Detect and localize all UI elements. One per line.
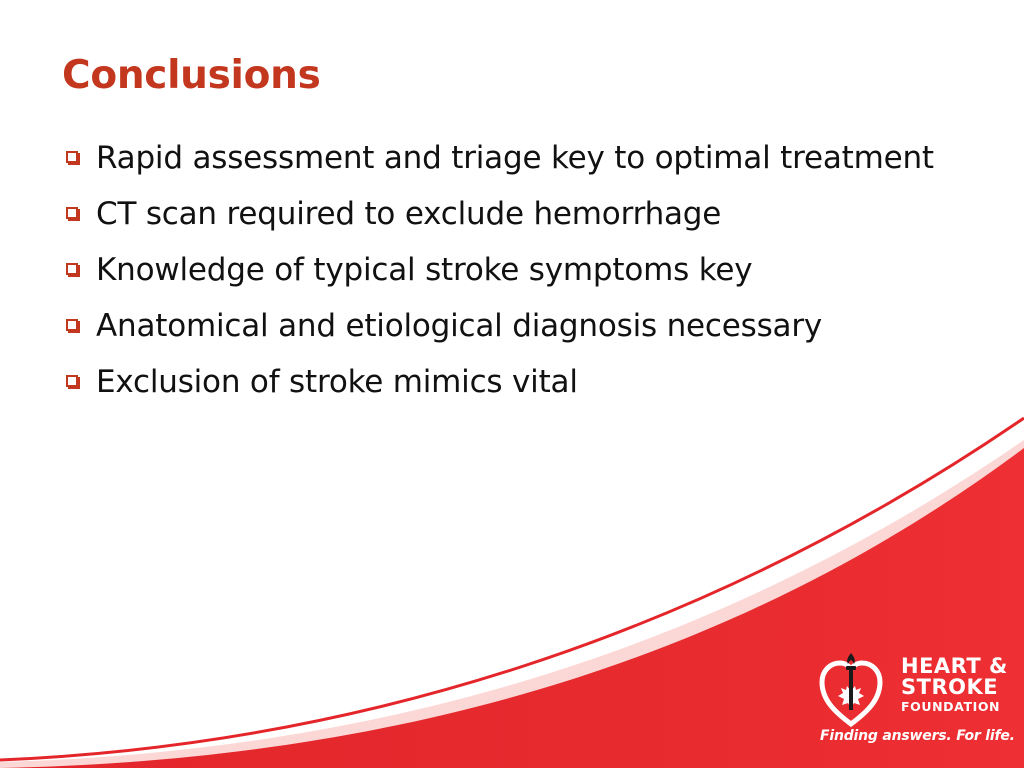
bullet-text: Rapid assessment and triage key to optimal treatment bbox=[96, 140, 934, 176]
slide-title: Conclusions bbox=[62, 53, 321, 98]
bullet-text: Knowledge of typical stroke symptoms key bbox=[96, 252, 753, 288]
bullet-text: CT scan required to exclude hemorrhage bbox=[96, 196, 722, 232]
bullet-text: Exclusion of stroke mimics vital bbox=[96, 364, 578, 400]
logo-tagline: Finding answers. For life. bbox=[820, 728, 1015, 744]
bullet-text: Anatomical and etiological diagnosis necessary bbox=[96, 308, 823, 344]
logo-wordmark bbox=[901, 656, 1008, 716]
logo-line-heart: HEART & bbox=[901, 654, 1008, 678]
logo-line-foundation: FOUNDATION bbox=[901, 699, 1001, 714]
logo-line-stroke: STROKE bbox=[901, 675, 999, 699]
heart-torch-maple-leaf-icon bbox=[817, 652, 885, 728]
heart-and-stroke-logo bbox=[815, 648, 1015, 752]
